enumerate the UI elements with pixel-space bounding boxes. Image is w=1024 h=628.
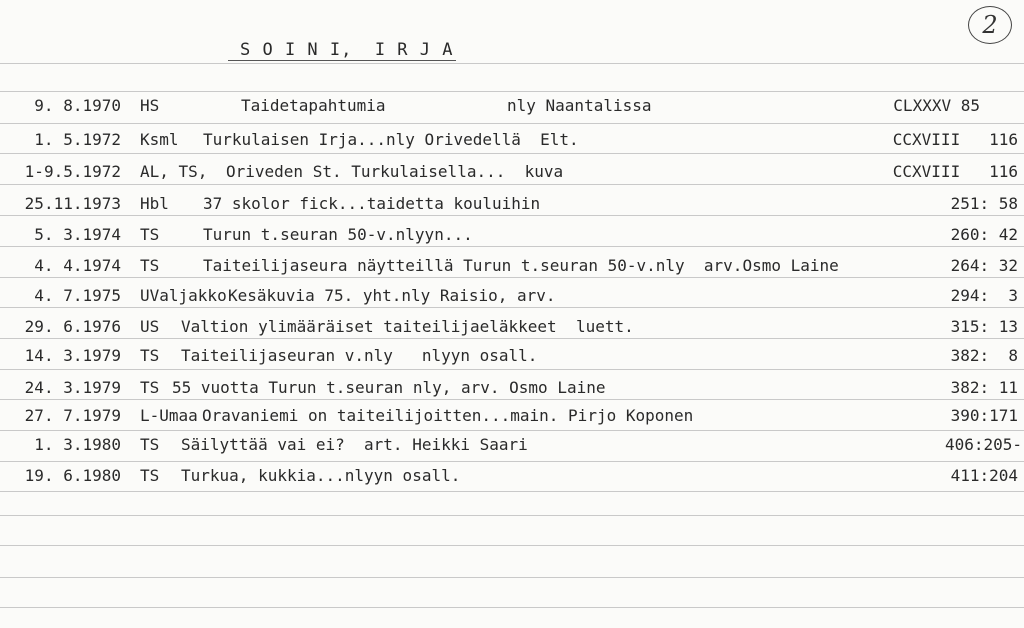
entry-row <box>0 94 1024 118</box>
rule-line <box>0 91 1024 92</box>
entry-date: 1. 3.1980 <box>34 435 121 454</box>
entry-paper: Ksml <box>140 130 179 149</box>
entry-paper: TS <box>140 346 160 365</box>
entry-text: Säilyttää vai ei? art. Heikki Saari <box>181 435 528 454</box>
entry-row <box>0 254 1024 278</box>
entry-text: Taiteilijaseuran v.nly nlyyn osall. <box>181 346 538 365</box>
rule-line <box>0 577 1024 578</box>
entry-text: Oravaniemi on taiteilijoitten...main. Pirjo Koponen <box>202 406 694 425</box>
card-title: S O I N I, I R J A <box>240 40 454 60</box>
entry-text: Taiteilijaseura näytteillä Turun t.seuran 50-v.nly arv.Osmo Laine <box>203 256 839 275</box>
rule-line <box>0 491 1024 492</box>
entry-text: Valtion ylimääräiset taiteilijaeläkkeet luett. <box>181 317 634 336</box>
entry-paper: TS <box>140 466 160 485</box>
entry-ref: CCXVIII 116 <box>892 162 1018 181</box>
rule-line <box>0 184 1024 185</box>
entry-paper: TS <box>140 378 160 397</box>
entry-row <box>0 284 1024 308</box>
entry-ref: 264: 32 <box>950 256 1018 275</box>
rule-line <box>0 461 1024 462</box>
entry-date: 9. 8.1970 <box>34 96 121 115</box>
entry-date: 4. 7.1975 <box>34 286 121 305</box>
entry-date: 5. 3.1974 <box>34 225 121 244</box>
entry-ref: 390:171 <box>950 406 1018 425</box>
entry-row <box>0 464 1024 488</box>
page-number: 2 <box>968 6 1012 44</box>
rule-line <box>0 430 1024 431</box>
entry-date: 1-9.5.1972 <box>24 162 121 181</box>
entry-row <box>0 128 1024 152</box>
entry-row <box>0 433 1024 457</box>
entry-date: 4. 4.1974 <box>34 256 121 275</box>
entry-ref: 406:205- <box>944 435 1022 454</box>
entry-row <box>0 192 1024 216</box>
entry-paper: TS <box>140 435 160 454</box>
entry-ref: 294: 3 <box>950 286 1018 305</box>
entry-date: 27. 7.1979 <box>24 406 121 425</box>
rule-line <box>0 545 1024 546</box>
entry-ref: CLXXXV 85 <box>893 96 980 115</box>
entry-paper: TS <box>140 225 160 244</box>
entry-row <box>0 223 1024 247</box>
entry-row <box>0 404 1024 428</box>
rule-line <box>0 153 1024 154</box>
entry-text: Kesäkuvia 75. yht.nly Raisio, arv. <box>228 286 556 305</box>
entry-paper: HS <box>140 96 160 115</box>
entry-text: Turkulaisen Irja...nly Orivedellä Elt. <box>203 130 579 149</box>
rule-line <box>0 607 1024 608</box>
entry-date: 29. 6.1976 <box>24 317 121 336</box>
entry-date: 1. 5.1972 <box>34 130 121 149</box>
rule-line <box>0 515 1024 516</box>
rule-line <box>0 369 1024 370</box>
entry-date: 19. 6.1980 <box>24 466 121 485</box>
entry-text: Taidetapahtumia <box>241 96 386 115</box>
entry-text-secondary: nly Naantalissa <box>507 96 652 115</box>
entry-paper: Hbl <box>140 194 169 213</box>
entry-ref: 411:204 <box>950 466 1018 485</box>
entry-text: Oriveden St. Turkulaisella... kuva <box>226 162 564 181</box>
entry-paper: UValjakko <box>140 286 227 305</box>
entry-ref: CCXVIII 116 <box>892 130 1018 149</box>
entry-row <box>0 376 1024 400</box>
entry-text: Turkua, kukkia...nlyyn osall. <box>181 466 461 485</box>
entry-ref: 315: 13 <box>950 317 1018 336</box>
entry-paper: US <box>140 317 160 336</box>
entry-date: 24. 3.1979 <box>24 378 121 397</box>
rule-line <box>0 123 1024 124</box>
entry-ref: 260: 42 <box>950 225 1018 244</box>
entry-paper: AL, TS, <box>140 162 208 181</box>
entry-paper: L-Umaa <box>140 406 198 425</box>
entry-date: 25.11.1973 <box>24 194 121 213</box>
entry-date: 14. 3.1979 <box>24 346 121 365</box>
entry-row <box>0 315 1024 339</box>
entry-ref: 382: 8 <box>950 346 1018 365</box>
entry-text: Turun t.seuran 50-v.nlyyn... <box>203 225 473 244</box>
entry-ref: 251: 58 <box>950 194 1018 213</box>
entry-paper: TS <box>140 256 160 275</box>
entry-ref: 382: 11 <box>950 378 1018 397</box>
entry-row <box>0 344 1024 368</box>
entry-row <box>0 160 1024 184</box>
entry-text: 37 skolor fick...taidetta kouluihin <box>203 194 541 213</box>
entry-text: 55 vuotta Turun t.seuran nly, arv. Osmo Laine <box>172 378 606 397</box>
title-underline <box>228 60 456 61</box>
rule-line <box>0 63 1024 64</box>
